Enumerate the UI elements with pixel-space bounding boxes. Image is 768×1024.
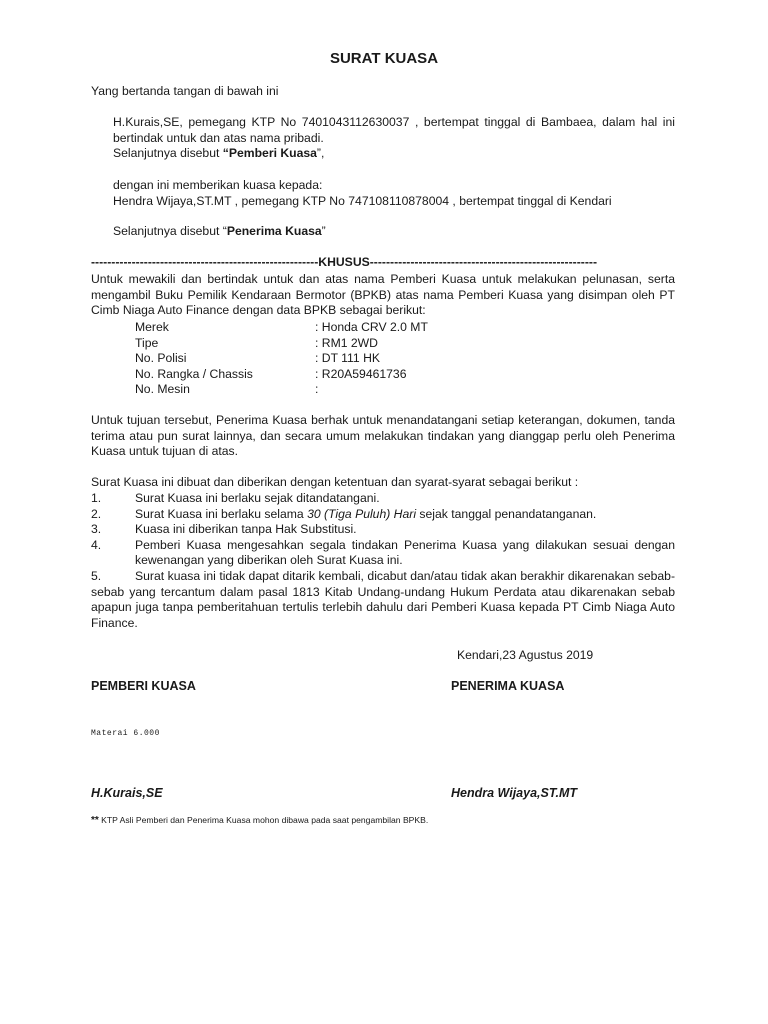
term-number: 3.	[91, 522, 102, 537]
vehicle-key: Merek	[135, 320, 169, 334]
vehicle-row-mesin	[135, 382, 515, 398]
term-number: 5.	[91, 568, 102, 583]
receiver-identity: Hendra Wijaya,ST.MT , pemegang KTP No 747108110878004 , bertempat tinggal di Kendari	[113, 194, 612, 208]
vehicle-value: : Honda CRV 2.0 MT	[315, 320, 428, 334]
vehicle-key: Tipe	[135, 335, 159, 350]
receiver-referred-prefix: Selanjutnya disebut “	[113, 224, 227, 238]
vehicle-table	[135, 320, 515, 398]
term-text	[135, 507, 675, 523]
term-item	[91, 522, 675, 538]
khusus-divider	[91, 255, 675, 271]
vehicle-key: No. Polisi	[135, 351, 187, 366]
receiver-signature-label: PENERIMA KUASA	[451, 679, 565, 693]
term-number: 2.	[91, 506, 102, 521]
giver-referred-suffix: ”,	[316, 146, 325, 160]
vehicle-row-polisi	[135, 351, 515, 367]
vehicle-row-merek	[135, 320, 515, 336]
grant-line: dengan ini memberikan kuasa kepada:	[113, 178, 323, 192]
term-item	[91, 507, 675, 523]
receiver-referred-name: Penerima Kuasa	[226, 224, 322, 238]
footnote	[91, 815, 428, 826]
khusus-label: KHUSUS	[318, 255, 370, 269]
purpose-text: Untuk mewakili dan bertindak untuk dan atas nama Pemberi Kuasa untuk melakukan pelunasan, serta mengambil Buku Pemilik Kendaraan Bermotor (BPKB) atas nama Pemberi Kuasa yang disimpan oleh PT Cimb Niaga Auto Finance dengan data BPKB sebagai berikut:	[91, 272, 675, 318]
authority-text: Untuk tujuan tersebut, Penerima Kuasa berhak untuk menandatangani setiap keterangan, dokumen, tanda terima atau pun surat lainnya, dan secara umum melakukan tindakan yang dianggap perlu oleh Penerima Kuasa untuk tujuan di atas.	[91, 413, 675, 459]
document-title: SURAT KUASA	[329, 50, 439, 67]
giver-referred-name: “Pemberi Kuasa	[222, 146, 317, 160]
giver-referred-line	[113, 146, 675, 162]
place-date: Kendari,23 Agustus 2019	[457, 648, 594, 662]
materai-stamp-label: Materai 6.000	[91, 729, 160, 738]
term-item	[91, 491, 675, 507]
khusus-dashes-right: --------------------------------------------------------	[369, 255, 598, 269]
vehicle-key: No. Rangka / Chassis	[135, 366, 253, 381]
term-text: Kuasa ini diberikan tanpa Hak Substitusi.	[135, 522, 357, 537]
term-item	[91, 538, 675, 569]
vehicle-value: :	[315, 382, 319, 397]
term-text: Surat kuasa ini tidak dapat ditarik kembali, dicabut dan/atau tidak akan berakhir dikarenakan sebab-sebab yang tercantum dalam pasal 1813 Kitab Undang-undang Hukum Perdata atau dikarenakan sebab apapun juga tanpa pemberitahuan tertulis terlebih dahulu dari Pemberi Kuasa kepada PT Cimb Niaga Auto Finance.	[91, 568, 675, 630]
giver-name: H.Kurais,SE	[91, 786, 163, 800]
terms-intro: Surat Kuasa ini dibuat dan diberikan dengan ketentuan dan syarat-syarat sebagai berikut :	[91, 475, 579, 489]
term-item	[91, 569, 675, 631]
receiver-name: Hendra Wijaya,ST.MT	[451, 786, 578, 800]
vehicle-value: : DT 111 HK	[315, 351, 381, 366]
vehicle-row-tipe	[135, 336, 515, 352]
footnote-marker: **	[91, 815, 99, 826]
giver-signature-label: PEMBERI KUASA	[91, 679, 196, 693]
receiver-referred-suffix: ”	[321, 224, 326, 238]
term-text: Pemberi Kuasa mengesahkan segala tindakan Penerima Kuasa yang dilakukan sesuai dengan kewenangan yang diberikan oleh Surat Kuasa ini.	[135, 537, 675, 568]
term-text-before: Surat Kuasa ini berlaku selama	[135, 506, 308, 521]
vehicle-row-rangka	[135, 367, 515, 383]
khusus-dashes-left: --------------------------------------------------------	[91, 255, 319, 269]
intro-text: Yang bertanda tangan di bawah ini	[91, 84, 279, 98]
terms-list	[91, 491, 675, 631]
term-number: 1.	[91, 491, 102, 505]
receiver-referred-line	[113, 224, 675, 240]
term-text-after: sejak tanggal penandatanganan.	[416, 506, 597, 521]
giver-identity: H.Kurais,SE, pemegang KTP No 7401043112630037 , bertempat tinggal di Bambaea, dalam hal ini bertindak untuk dan atas nama pribadi.	[113, 115, 675, 145]
vehicle-value: : R20A59461736	[315, 366, 407, 381]
term-number: 4.	[91, 537, 102, 552]
footnote-text: KTP Asli Pemberi dan Penerima Kuasa mohon dibawa pada saat pengambilan BPKB.	[98, 815, 429, 825]
term-duration: 30 (Tiga Puluh) Hari	[307, 506, 417, 521]
term-text: Surat Kuasa ini berlaku sejak ditandatangani.	[135, 491, 380, 505]
vehicle-value: : RM1 2WD	[315, 335, 378, 350]
vehicle-key: No. Mesin	[135, 382, 190, 397]
giver-referred-prefix: Selanjutnya disebut	[113, 146, 223, 160]
